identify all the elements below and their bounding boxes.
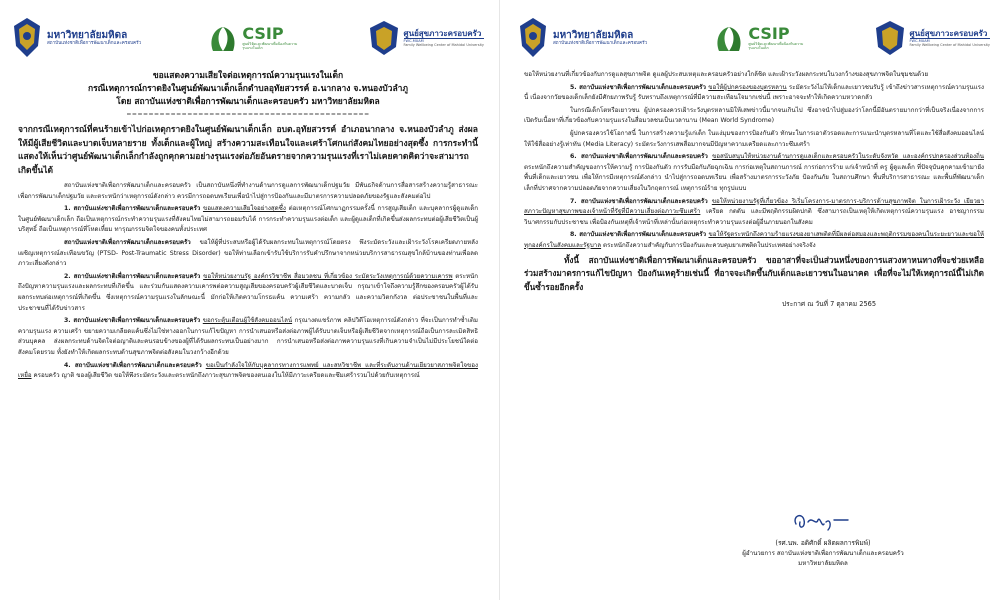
point-7-highlight: ขอให้หน่วยงานรัฐที่เกี่ยวข้อง ริเริ่มโครงการ-มาตรการ-บริการด้านสุขภาพจิต ในการเฝ้าระวัง เยียวยาสภาวะปัญหาสุขภาพของเจ้าหน้าที่รัฐที่มีความเสี่ยงต่อภาวะซึมเศร้า bbox=[524, 197, 984, 216]
logo-bar bbox=[508, 0, 998, 70]
csip-logo bbox=[207, 23, 300, 53]
closing-statement: ทั้งนี้ สถาบันแห่งชาติเพื่อการพัฒนาเด็กและครอบครัว ขออาสาที่จะเป็นส่วนหนึ่งของการแสวงหาหนทางที่จะช่วยเหลือ ร่วมสร้างมาตรการแก้ไขปัญหา ป้องกันเหตุร้ายเช่นนี้ ที่อาจจะเกิดขึ้นกับเด็กและเยาวชนในอนาคต เพื่อที่จะไม่ให้เหตุการณ์นี้ไม่เกิดขึ้นซ้ำรอยอีกครั้ง bbox=[524, 254, 984, 292]
family-center-abbr: FWC-MUAM bbox=[909, 39, 930, 44]
point-5 bbox=[524, 83, 984, 104]
point-6 bbox=[524, 152, 984, 194]
point-7-text: เครียด กดดัน และมีพฤติกรรมผิดปกติ ซึ่งสามารถเป็นเหตุให้เกิดเหตุการณ์ความรุนแรง อาชญากรรม วินาศกรรมกับประชาชน เพื่อป้องกันเหตุที่เจ้าหน้าที่เหล่านั้นก่อเหตุกระทำความรุนแรงต่อผู้อื่นภายนอกในสังคม bbox=[524, 208, 984, 226]
mahidol-seal-icon bbox=[516, 16, 550, 60]
csip-sub: ศูนย์วิจัยและพัฒนาเพื่อป้องกันความรุนแรงในเด็ก bbox=[242, 41, 298, 50]
mahidol-sub: สถาบันแห่งชาติเพื่อการพัฒนาเด็กและครอบครัว bbox=[47, 41, 142, 47]
point-2-lead: 2. สถาบันแห่งชาติเพื่อการพัฒนาเด็กและครอบครัว bbox=[64, 272, 201, 280]
point-4-highlight: ขอเป็นกำลังใจให้กับบุคลากรทางการแพทย์ และสหวิชาชีพ และที่ระดับงานด้านเยียวยาสภาพจิตใจของเหยื่อ bbox=[18, 361, 478, 380]
signer-name: (รศ.นพ. อดิศักดิ์ ผลิตผลการพิมพ์) bbox=[775, 539, 871, 547]
statement-title bbox=[18, 70, 478, 109]
statement-page-2 bbox=[508, 0, 998, 600]
csip-wordmark bbox=[748, 23, 806, 51]
csip-name: CSIP bbox=[242, 23, 284, 43]
csip-logo bbox=[713, 23, 806, 53]
mahidol-wordmark bbox=[553, 30, 647, 47]
family-center-name: ศูนย์สุขภาวะครอบครัว bbox=[404, 29, 484, 39]
point-5-lead: 5. สถาบันแห่งชาติเพื่อการพัฒนาเด็กและครอบครัว bbox=[570, 83, 706, 91]
point-8-lead: 8. สถาบันแห่งชาติเพื่อการพัฒนาเด็กและครอบครัว bbox=[570, 231, 707, 239]
csip-name: CSIP bbox=[748, 23, 790, 43]
family-center-abbr: FWC-MUAM bbox=[403, 39, 424, 44]
point-4-continued: ขอให้หน่วยงานที่เกี่ยวข้องกับการดูแลสุขภาพจิต ดูแลผู้ประสบเหตุและครอบครัวอย่างใกล้ชิด และเฝ้าระวังผลกระทบในวงกว้างของสุขภาพจิตในชุมชนด้วย bbox=[524, 71, 929, 78]
mahidol-wordmark bbox=[47, 30, 141, 47]
point-8-highlight: ขอให้รัฐตระหนักถึงความร้ายแรงของยาเสพติดที่มีผลต่อสมองและพฤติกรรมของคนในระยะยาวและขอให้ทุกองค์กรในสังคมและรัฐบาล bbox=[524, 231, 984, 249]
mahidol-logo bbox=[516, 16, 647, 60]
csip-wordmark bbox=[242, 23, 300, 51]
point-5-older-children: ในกรณีเด็กโตหรือเยาวชน ผู้ปกครองควรเฝ้าระวังบุตรหลานมิให้เสพข่าวนี้มากจนเกินไป ซึ่งอาจนำไปสู่มองว่าโลกนี้มีอันตรายมากกว่าที่เป็นจริงเนื่องจากการเปิดรับเนื้อหาที่เกี่ยวข้องกับความรุนแรงในสื่อมวลชนเป็นเวลานาน (Mean World Syndrome) bbox=[524, 106, 984, 125]
point-4 bbox=[18, 361, 478, 382]
point-3-highlight: ขอกระตุ้นเตือนผู้ใช้สังคมออนไลน์ bbox=[202, 317, 293, 325]
point-4-text: ครอบครัว ญาติ ของผู้เสียชีวิต ขอให้พึงระมัดระวังและตระหนักถึงภาวะสุขภาพจิตของตนเองในให้มีภาวะเครียดและซึมเศร้ารวมไปด้วยกับเหตุการณ์ bbox=[31, 372, 420, 380]
point-4-lead: 4. สถาบันแห่งชาติเพื่อการพัฒนาเด็กและครอบครัว bbox=[64, 361, 202, 369]
point-1-highlight: ขอแสดงความเสียใจอย่างสุดซึ้ง bbox=[202, 205, 286, 213]
signer-university: มหาวิทยาลัยมหิดล bbox=[798, 560, 848, 567]
logo-bar bbox=[2, 0, 492, 70]
mahidol-name: มหาวิทยาลัยมหิดล bbox=[553, 29, 634, 41]
point-1b-text: ขอให้ผู้ที่ประสบหรือผู้ได้รับผลกระทบในเหตุการณ์โดยตรง พึงระมัดระวังและเฝ้าระวังโรคเครียดภายหลังเผชิญเหตุการณ์สะเทือนขวัญ (PTSD- Post-Traumatic Stress Disorder) ขอให้ท่านเลือกเข้ารับใช้บริการรับคำปรึกษาจากหน่วยบริการสาธารณสุขใกล้บ้านของท่านเพื่อลดภาวะเสี่ยงดังกล่าว bbox=[18, 238, 478, 268]
title-line-3: โดย สถาบันแห่งชาติเพื่อการพัฒนาเด็กและครอบครัว มหาวิทยาลัยมหิดล bbox=[116, 97, 380, 107]
point-1-text: ต่อเหตุการณ์โศกนาฏกรรมครั้งนี้ การสูญเสียเด็ก และบุคลากรผู้ดูแลเด็กในศูนย์พัฒนาเด็กเล็ก ถือเป็นเหตุการณ์กระทำความรุนแรงที่สังคมไทยไม่สามารถยอมรับได้ การกระทำความรุนแรงต่อเด็ก และผู้ดูแลเด็กที่เกิดขึ้นส่งผลกระทบต่อผู้เสียชีวิตเป็นผู้บริสุทธิ์ ถือเป็นเหตุการณ์ที่โหดเหี้ยม ทารุณกรรมจิตใจของคนทั้งประเทศ bbox=[18, 205, 478, 234]
csip-sub: ศูนย์วิจัยและพัฒนาเพื่อป้องกันความรุนแรงในเด็ก bbox=[748, 41, 804, 50]
point-7-lead: 7. สถาบันแห่งชาติเพื่อการพัฒนาเด็กและครอบครัว bbox=[570, 197, 708, 205]
point-1b bbox=[18, 238, 478, 270]
point-7 bbox=[524, 197, 984, 229]
family-center-sub: Family Wellbeing Center of Mahidol University bbox=[403, 43, 484, 48]
context-paragraph: สถาบันแห่งชาติเพื่อการพัฒนาเด็กและครอบครัว เป็นสถาบันหนึ่งที่ทำงานด้านการดูแลการพัฒนาเด็กปฐมวัย มีพันธกิจด้านการสื่อสารสร้างความรู้สาธารณะ เพื่อการพัฒนาเด็กปฐมวัย และตระหนักว่าเหตุการณ์ดังกล่าว ควรมีการถอดบทเรียนเพื่อนำไปสู่การป้องกันและมีมาตรการความปลอดภัยของรัฐและสังคมต่อไป bbox=[18, 182, 478, 200]
point-5-parents: ผู้ปกครองควรใช้โอกาสนี้ ในการสร้างความรู้แก่เด็ก ในแง่มุมของการป้องกันตัว ทักษะในการเอาตัวรอดและการแนะนำบุตรหลานที่โตและใช้สื่อสังคมออนไลน์ ให้ใช้สื่ออย่างรู้เท่าทัน (Media Literacy) ระมัดระวังการเสพสื่อมากจนมีปัญหาความเครียดและภาวะซึมเศร้า bbox=[524, 129, 984, 148]
point-1b-lead: สถาบันแห่งชาติเพื่อการพัฒนาเด็กและครอบครัว bbox=[64, 238, 191, 246]
mahidol-sub: สถาบันแห่งชาติเพื่อการพัฒนาเด็กและครอบครัว bbox=[553, 41, 648, 47]
point-5-highlight: ขอให้ผู้ปกครองของบุตรหลาน bbox=[708, 83, 787, 91]
page-divider bbox=[499, 0, 500, 600]
point-8-text: ตระหนักถึงความสำคัญกับการป้องกันและควบคุมยาเสพติดในประเทศอย่างจริงจัง bbox=[601, 241, 816, 249]
point-8 bbox=[524, 230, 984, 251]
signer-position: ผู้อำนวยการ สถาบันแห่งชาติเพื่อการพัฒนาเด็กและครอบครัว bbox=[742, 550, 904, 557]
title-rule: ============================================ bbox=[126, 111, 370, 118]
family-center-logo bbox=[873, 19, 990, 57]
point-1-lead: 1. สถาบันแห่งชาติเพื่อการพัฒนาเด็กและครอบครัว bbox=[64, 205, 201, 213]
csip-mother-child-icon bbox=[713, 23, 745, 53]
point-2-highlight: ขอให้หน่วยงานรัฐ องค์กรวิชาชีพ สื่อมวลชน ที่เกี่ยวข้อง ระมัดระวังเหตุการณ์ด้วยความเคารพ bbox=[203, 272, 453, 280]
announcement-date: ประกาศ ณ วันที่ 7 ตุลาคม 2565 bbox=[781, 300, 877, 308]
family-center-name: ศูนย์สุขภาวะครอบครัว bbox=[910, 29, 990, 39]
title-line-1: ขอแสดงความเสียใจต่อเหตุการณ์ความรุนแรงในเด็ก bbox=[152, 71, 344, 81]
mahidol-seal-icon bbox=[10, 16, 44, 60]
intro-paragraph: จากกรณีเหตุการณ์ที่คนร้ายเข้าไปก่อเหตุกราดยิงในศูนย์พัฒนาเด็กเล็ก อบต.อุทัยสวรรค์ อำเภอนากลาง จ.หนองบัวลำภู ส่งผลให้มีผู้เสียชีวิตและบาดเจ็บหลายราย ทั้งเด็กและผู้ใหญ่ สร้างความสะเทือนใจและเศร้าโศกแก่สังคมไทยอย่างสุดซึ้ง การกระทำนี้แสดงให้เห็นว่าศูนย์พัฒนาเด็กเล็กกำลังถูกคุกคามอย่างรุนแรงต่อภัยอันตรายจากความรุนแรงที่เราไม่เคยคาดคิดว่าจะสามารถเกิดขึ้นได้ bbox=[18, 125, 478, 176]
family-center-seal-icon bbox=[367, 19, 401, 57]
point-5-text: ระมัดระวังไม่ให้เด็กและเยาวชนรับรู้ เข้าถึงข่าวสารเหตุการณ์ความรุนแรงนี้ เนื่องจากวัยของเด็กเล็กยังมีศักยภาพรับรู้ รับทราบถึงเหตุการณ์ที่มีความสะเทือนใจมากเช่นนี้ เพราะอาจจะทำให้เกิดความหวาดกลัว bbox=[524, 83, 984, 102]
point-2 bbox=[18, 272, 478, 314]
signature-block bbox=[708, 508, 938, 569]
point-1 bbox=[18, 204, 478, 236]
family-center-wordmark bbox=[910, 29, 990, 47]
csip-mother-child-icon bbox=[207, 23, 239, 53]
mahidol-name: มหาวิทยาลัยมหิดล bbox=[47, 29, 128, 41]
point-6-text: ตระหนักถึงความสำคัญของการให้ความรู้ การป้องกันตัว การรับมือกับภัยฉุกเฉิน การก่อเหตุในสถานการณ์ การก่อการร้าย แก่เจ้าหน้าที่ ครู ผู้ดูแลเด็ก ที่ปัจจุบันคุกคามเข้ามายังพื้นที่เด็กและเยาวชน เพื่อให้การมีเหตุการณ์ดังกล่าว นำไปสู่การถอดบทเรียน เพื่อสร้างมาตรการระวังภัย ป้องกันภัย ในสถานศึกษา พื้นที่บริการสาธารณะ และพื้นที่พัฒนาเด็กเล็กที่ปราศจากความปลอดภัยจากความเสี่ยงในวิกฤตการณ์ เหตุการณ์ร้าย ทุกรูปแบบ bbox=[524, 163, 984, 192]
point-2-text: ตระหนักถึงปัญหาความรุนแรงและผลกระทบที่เกิดขึ้น และร่วมกันแสดงความเคารพต่อความสูญเสียของครอบครัวผู้เสียชีวิตและบาดเจ็บ กรุณาเข้าใจถึงความรู้สึกของครอบครัวผู้ได้รับผลกระทบต่อเหตุการณ์ที่เกิดขึ้น ซึ่งเหตุการณ์ความรุนแรงในลักษณะนี้ มักก่อให้เกิดความโกรธแค้น ความเศร้า ความกลัว และความวิตกกังวล ต่อประชาชนในพื้นที่และประชาชนที่ได้รับข่าวสาร bbox=[18, 272, 479, 312]
mahidol-logo bbox=[10, 16, 141, 60]
title-line-2: กรณีเหตุการณ์กราดยิงในศูนย์พัฒนาเด็กเล็กตำบลอุทัยสวรรค์ อ.นากลาง จ.หนองบัวลำภู bbox=[87, 84, 409, 94]
family-center-seal-icon bbox=[873, 19, 907, 57]
point-6-lead: 6. สถาบันแห่งชาติเพื่อการพัฒนาเด็กและครอบครัว bbox=[570, 153, 708, 161]
family-center-wordmark bbox=[404, 29, 484, 47]
point-3-lead: 3. สถาบันแห่งชาติเพื่อการพัฒนาเด็กและครอบครัว bbox=[64, 317, 201, 325]
point-3 bbox=[18, 316, 478, 358]
statement-page-1 bbox=[2, 0, 492, 600]
statement-body-1 bbox=[2, 70, 492, 382]
handwritten-signature-icon bbox=[788, 508, 858, 534]
family-center-sub: Family Wellbeing Center of Mahidol University bbox=[909, 43, 990, 48]
point-6-highlight: ขอสนับสนุนให้หน่วยงานด้านการดูแลเด็กและครอบครัวในระดับจังหวัด และองค์กรปกครองส่วนท้องถิ่น bbox=[712, 153, 984, 161]
statement-body-2 bbox=[508, 70, 998, 309]
point-3-text: กรุณางดแชร์ภาพ คลิปวิดีโอเหตุการณ์ดังกล่าว ที่จะเป็นการทำซ้ำเติมความรุนแรง ความเศร้า ขยายความเกลียดแค้นซึ่งไม่ใช่ทางออกในการแก้ไขปัญหา การนำเสนอหรือส่งต่อภาพผู้ได้รับบาดเจ็บหรือผู้เสียชีวิตจากเหตุการณ์ถือเป็นการละเมิดสิทธิส่วนบุคคล ส่งผลกระทบด้านจิตใจต่อญาติและคนรอบข้างของผู้ที่ได้รับผลกระทบเป็นอย่างมาก การนำเสนอหรือส่งต่อภาพความรุนแรงที่เกินความจำเป็นไม่มีประโยชน์ใดต่อสังคมโดยรวม ทั้งยังทำให้เกิดผลกระทบด้านสุขภาพจิตต่อสังคมในวงกว้างอีกด้วย bbox=[18, 317, 478, 356]
family-center-logo bbox=[367, 19, 484, 57]
